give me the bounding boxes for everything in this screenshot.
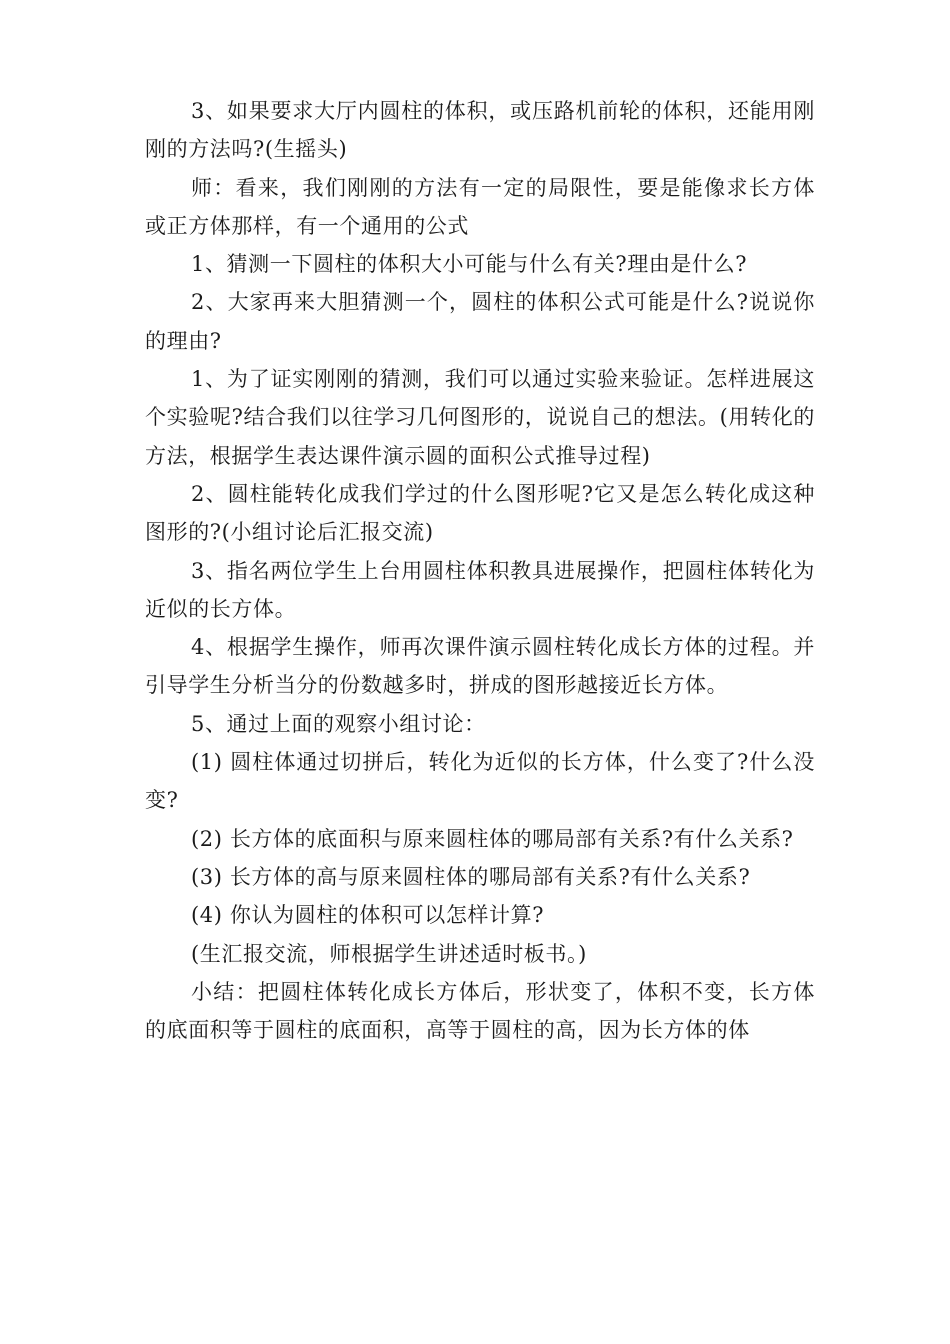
paragraph-courseware-demo: 4、根据学生操作，师再次课件演示圆柱转化成长方体的过程。并引导学生分析当分的份数越多时，拼成的图形越接近长方体。 [145, 635, 815, 698]
paragraph-guess-formula: 2、大家再来大胆猜测一个，圆柱的体积公式可能是什么?说说你的理由? [145, 290, 815, 353]
paragraph-discussion-item-4: (4) 你认为圆柱的体积可以怎样计算? [191, 903, 545, 928]
paragraph-student-operation: 3、指名两位学生上台用圆柱体积教具进展操作，把圆柱体转化为近似的长方体。 [145, 558, 815, 621]
paragraph-transform-shape: 2、圆柱能转化成我们学过的什么图形呢?它又是怎么转化成这种图形的?(小组讨论后汇报交流) [145, 481, 815, 545]
paragraph-guess-factors: 1、猜测一下圆柱的体积大小可能与什么有关?理由是什么? [191, 252, 748, 277]
paragraph-cylinder-volume-question: 3、如果要求大厅内圆柱的体积，或压路机前轮的体积，还能用刚刚的方法吗?(生摇头) [145, 99, 815, 162]
paragraph-teacher-remark: 师：看来，我们刚刚的方法有一定的局限性，要是能像求长方体或正方体那样，有一个通用的公式 [145, 175, 815, 238]
paragraph-group-discussion: 5、通过上面的观察小组讨论： [191, 711, 486, 736]
paragraph-report-exchange: (生汇报交流，师根据学生讲述适时板书。) [191, 941, 587, 966]
paragraph-discussion-item-2: (2) 长方体的底面积与原来圆柱体的哪局部有关系?有什么关系? [191, 826, 794, 851]
paragraph-summary: 小结：把圆柱体转化成长方体后，形状变了，体积不变，长方体的底面积等于圆柱的底面积，高等于圆柱的高，因为长方体的体 [145, 979, 815, 1043]
document-body [145, 92, 815, 1049]
paragraph-discussion-item-3: (3) 长方体的高与原来圆柱体的哪局部有关系?有什么关系? [191, 864, 751, 889]
paragraph-experiment: 1、为了证实刚刚的猜测，我们可以通过实验来验证。怎样进展这个实验呢?结合我们以往学习几何图形的，说说自己的想法。(用转化的方法，根据学生表达课件演示圆的面积公式推导过程) [145, 367, 815, 468]
paragraph-discussion-item-1: (1) 圆柱体通过切拼后，转化为近似的长方体，什么变了?什么没变? [145, 750, 815, 813]
